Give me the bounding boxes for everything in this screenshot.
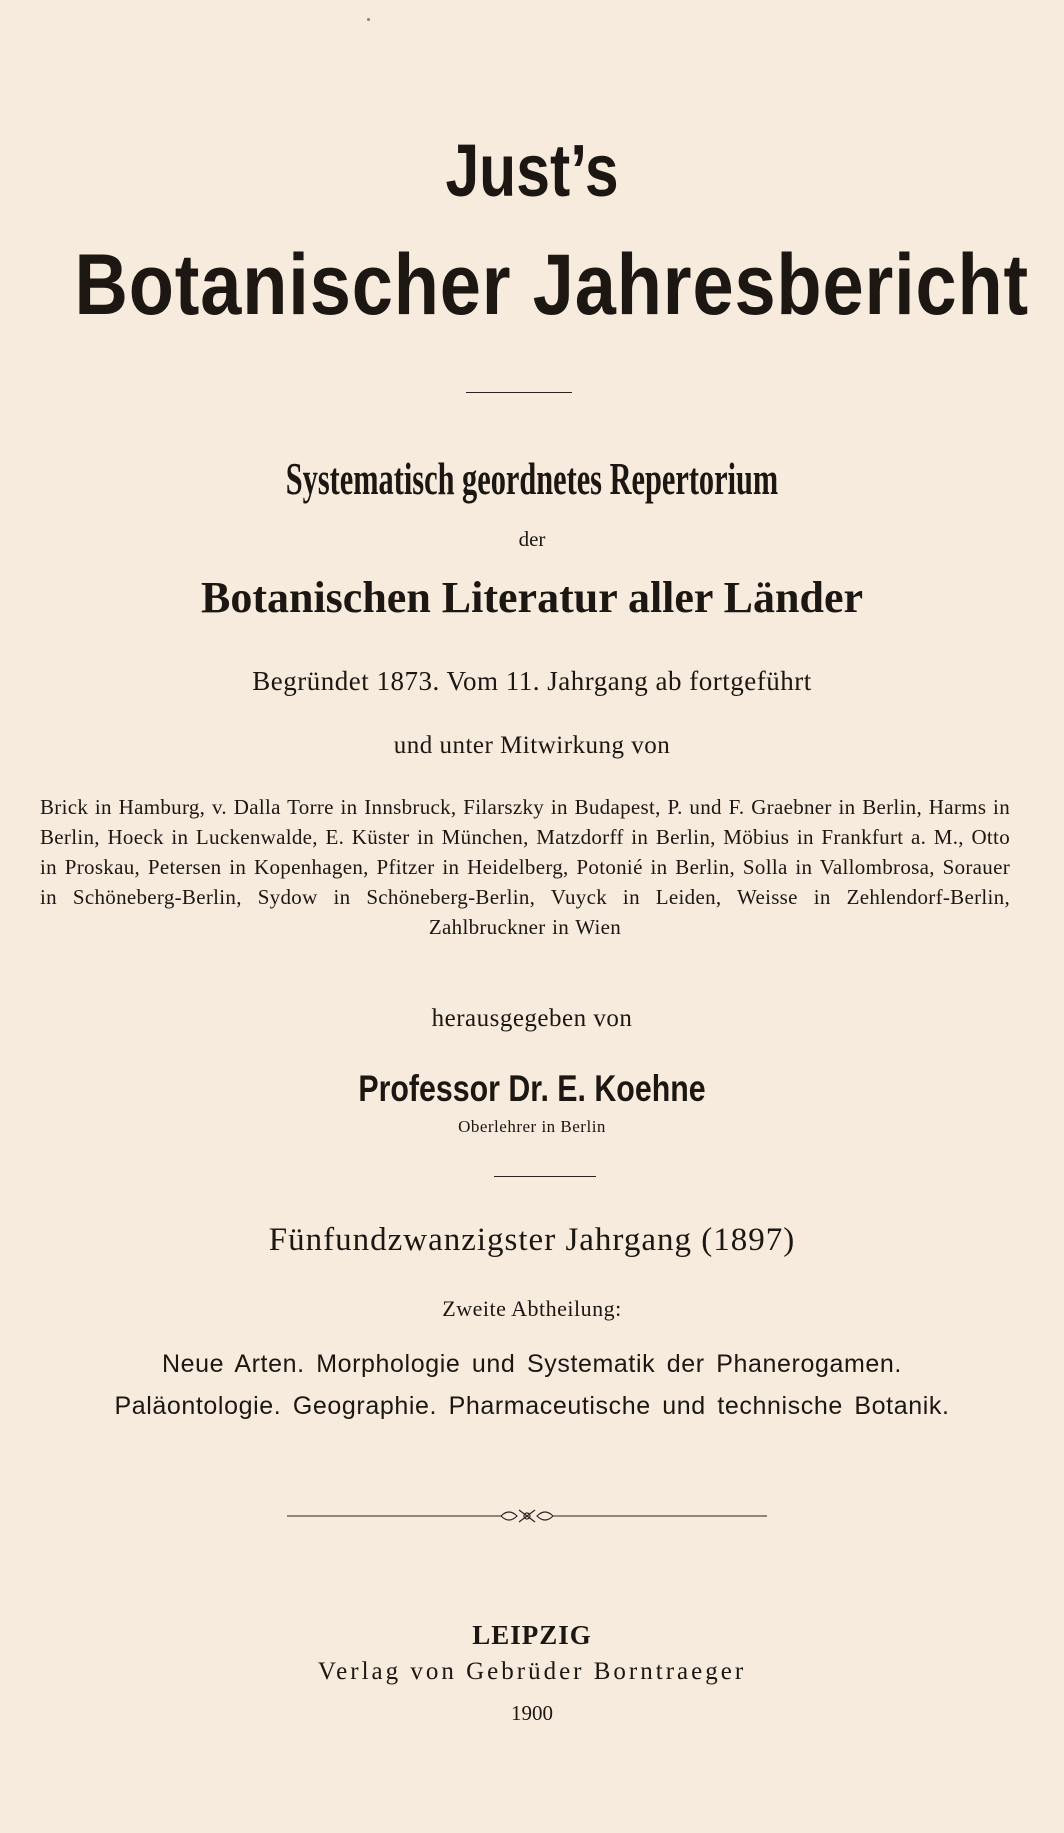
collaboration-note: und unter Mitwirkung von [393, 732, 671, 759]
contributors-list: Brick in Hamburg, v. Dalla Torre in Innsbruck, Filarszky in Budapest, P. und F. Graebner in Berlin, Harms in Berlin, Hoeck in Luckenwalde, E. Küster in München, Matzdorff in Berlin, Möbius in Frankfurt a. M., Otto in Proskau, Petersen in Kopenhagen, Pfitzer in Heidelberg, Potonié in Berlin, Solla in Vallombrosa, Sorauer in Schöneberg-Berlin, Sydow in Schöneberg-Berlin, Vuyck in Leiden, Weisse in Zehlendorf-Berlin, Zahlbruckner in Wien [40, 795, 1010, 939]
title-line-2: Botanischer Jahresbericht [74, 237, 1030, 333]
editor-divider [494, 1176, 596, 1177]
publisher-city: LEIPZIG [472, 1620, 592, 1650]
fleuron-icon [501, 1510, 553, 1522]
part-label: Zweite Abtheilung: [442, 1296, 622, 1321]
title-divider [466, 392, 572, 393]
paper-speck [367, 18, 370, 21]
editor-role: Oberlehrer in Berlin [458, 1117, 606, 1136]
edited-by-label: herausgegeben von [431, 1005, 633, 1032]
topics-line-1: Neue Arten. Morphologie und Systematik der Phanerogamen. [162, 1350, 902, 1378]
editor-name: Professor Dr. E. Koehne [358, 1068, 706, 1109]
title-line-1: Just’s [445, 129, 619, 212]
volume-title: Fünfundzwanzigster Jahrgang (1897) [268, 1222, 796, 1258]
subtitle-der: der [518, 527, 546, 551]
ornamental-divider [287, 1506, 767, 1526]
founded-note: Begründet 1873. Vom 11. Jahrgang ab fortgeführt [252, 666, 812, 696]
topics-line-2: Paläontologie. Geographie. Pharmaceutische und technische Botanik. [114, 1392, 950, 1420]
publisher-name: Verlag von Gebrüder Borntraeger [317, 1658, 747, 1685]
publication-year: 1900 [511, 1701, 553, 1725]
subtitle-repertorium: Systematisch geordnetes Repertorium [285, 453, 779, 504]
subtitle-literatur: Botanischen Literatur aller Länder [200, 573, 864, 622]
